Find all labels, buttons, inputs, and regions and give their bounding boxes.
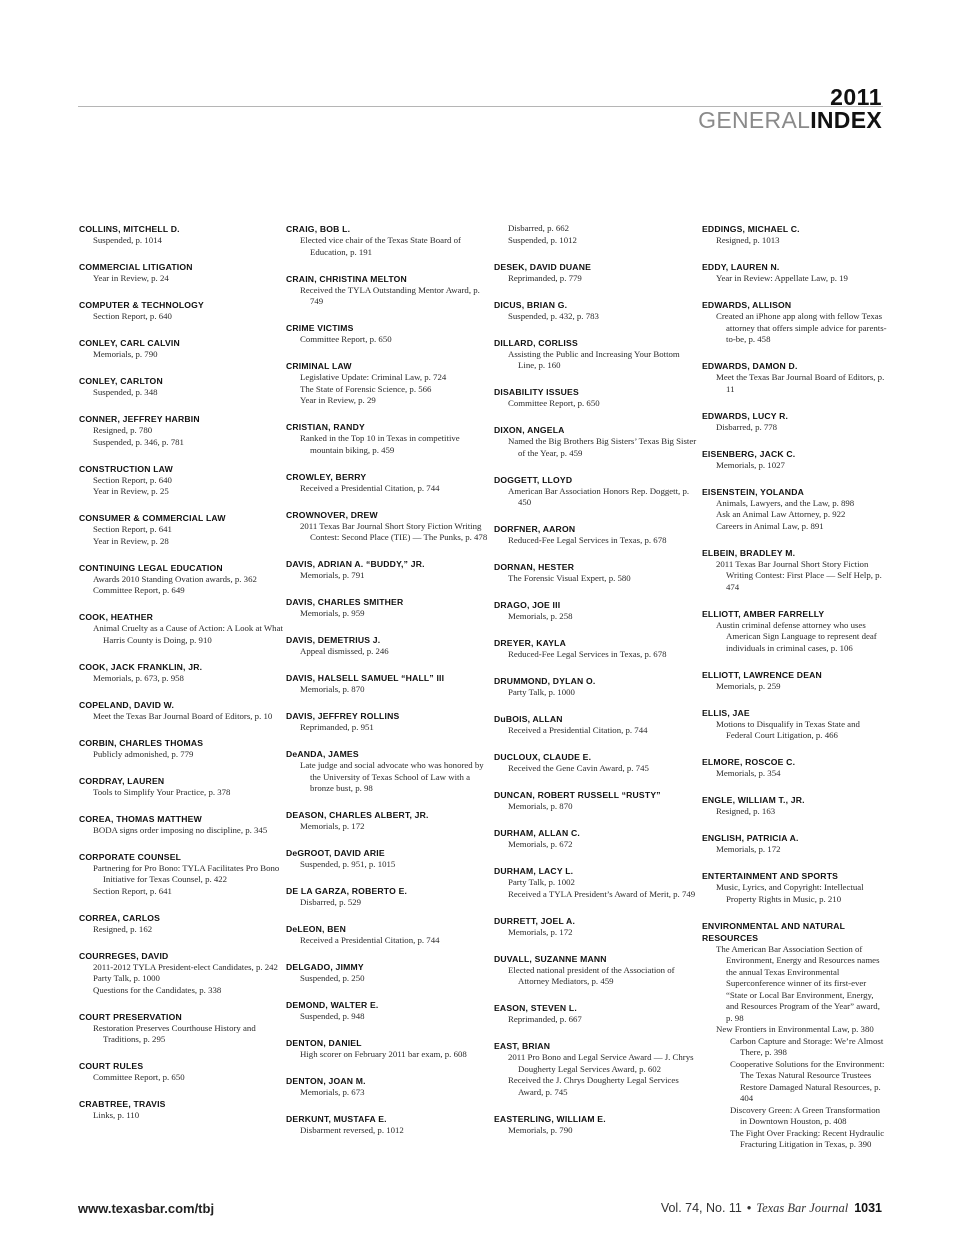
index-entry <box>286 322 491 346</box>
entry-heading: DENTON, DANIEL <box>286 1038 362 1048</box>
entry-reference: Year in Review, p. 29 <box>300 395 376 405</box>
entry-reference: Year in Review, p. 24 <box>93 273 169 283</box>
entry-heading: DEMOND, WALTER E. <box>286 1000 379 1010</box>
entry-heading: COURT RULES <box>79 1061 144 1071</box>
entry-heading: ENVIRONMENTAL AND NATURAL RESOURCES <box>702 920 845 943</box>
index-entry <box>286 999 491 1023</box>
entry-heading: CONSTRUCTION LAW <box>79 463 173 474</box>
index-entry <box>286 273 491 308</box>
entry-heading: ENGLE, WILLIAM T., JR. <box>702 795 805 805</box>
entry-reference: Suspended, p. 250 <box>300 973 365 983</box>
index-entry <box>286 1113 491 1137</box>
entry-reference: Received a Presidential Citation, p. 744 <box>300 482 440 493</box>
entry-reference: Careers in Animal Law, p. 891 <box>716 520 824 531</box>
entry-heading: DENTON, JOAN M. <box>286 1076 366 1086</box>
entry-heading: DUCLOUX, CLAUDE E. <box>494 752 592 762</box>
entry-heading: ENTERTAINMENT AND SPORTS <box>702 871 839 881</box>
index-entry <box>702 223 887 247</box>
entry-reference: Partnering for Pro Bono: TYLA Facilitates Pro Bono Initiative for Texas Counsel, p. 422 <box>93 862 280 884</box>
entry-heading: EAST, BRIAN <box>494 1041 551 1051</box>
index-entry <box>79 1060 284 1084</box>
entry-heading: DRUMMOND, DYLAN O. <box>494 676 596 686</box>
entry-reference: Memorials, p. 790 <box>508 1124 573 1135</box>
index-entry <box>494 953 699 988</box>
index-entry <box>702 920 887 1151</box>
entry-heading: DEASON, CHARLES ALBERT, JR. <box>286 810 429 820</box>
entry-heading: ELLIOTT, LAWRENCE DEAN <box>702 669 822 680</box>
index-entry <box>494 865 699 900</box>
entry-reference: Named the Big Brothers Big Sisters’ Texas Big Sister of the Year, p. 459 <box>508 436 697 458</box>
index-entry <box>79 413 284 448</box>
index-entry <box>494 915 699 939</box>
entry-reference: Disbarred, p. 778 <box>716 421 778 432</box>
index-entry <box>79 562 284 597</box>
index-entry <box>702 707 887 742</box>
entry-reference: Reduced-Fee Legal Services in Texas, p. 678 <box>508 535 667 545</box>
entry-reference: Ask an Animal Law Attorney, p. 922 <box>716 509 846 519</box>
entry-reference: Memorials, p. 354 <box>716 768 781 778</box>
index-entry <box>702 261 887 285</box>
entry-reference: Received the Gene Cavin Award, p. 745 <box>508 763 649 773</box>
index-title-general: GENERAL <box>698 107 811 133</box>
index-entry <box>286 961 491 985</box>
entry-reference: Memorials, p. 172 <box>716 844 781 854</box>
entry-heading: DAVIS, ADRIAN A. “BUDDY,” JR. <box>286 559 425 569</box>
entry-heading: CRISTIAN, RANDY <box>286 422 365 432</box>
entry-reference: Received the J. Chrys Dougherty Legal Services Award, p. 745 <box>508 1075 679 1097</box>
index-entry <box>79 1011 284 1046</box>
entry-sub-reference: Carbon Capture and Storage: We’re Almost There, p. 398 <box>730 1035 884 1057</box>
index-entry <box>79 737 284 761</box>
index-entry <box>286 509 491 544</box>
entry-heading: DILLARD, CORLISS <box>494 337 578 348</box>
entry-heading: DICUS, BRIAN G. <box>494 299 568 310</box>
index-entry <box>79 1098 284 1122</box>
entry-reference: Suspended, p. 348 <box>93 387 158 397</box>
entry-reference: 2011 Texas Bar Journal Short Story Fiction Writing Contest: First Place — Self Help, p. 474 <box>716 558 882 592</box>
entry-reference: 2011-2012 TYLA President-elect Candidates, p. 242 <box>93 961 278 972</box>
entry-heading: DUNCAN, ROBERT RUSSELL “RUSTY” <box>494 790 661 800</box>
index-entry <box>286 1037 491 1061</box>
entry-heading: CORREA, CARLOS <box>79 912 161 923</box>
index-entry <box>702 410 887 434</box>
entry-reference: Elected national president of the Association of Attorney Mediators, p. 459 <box>508 964 675 986</box>
index-entry <box>702 870 887 905</box>
entry-reference: Questions for the Candidates, p. 338 <box>93 984 222 995</box>
index-entry <box>494 1002 699 1026</box>
index-entry <box>286 809 491 833</box>
index-entry <box>702 547 887 594</box>
entry-heading: DAVIS, DEMETRIUS J. <box>286 635 381 645</box>
page-footer <box>78 1201 882 1219</box>
entry-reference: Received the TYLA Outstanding Mentor Award, p. 749 <box>300 284 480 306</box>
index-entry <box>286 710 491 734</box>
footer-citation <box>661 1201 882 1216</box>
entry-reference: Committee Report, p. 650 <box>300 334 392 344</box>
index-entry <box>494 827 699 851</box>
entry-reference: Memorials, p. 870 <box>300 684 365 694</box>
index-entry <box>494 424 699 459</box>
index-entry <box>494 675 699 699</box>
entry-heading: CRAIN, CHRISTINA MELTON <box>286 273 407 284</box>
entry-reference: Party Talk, p. 1002 <box>508 877 575 887</box>
index-entry <box>494 751 699 775</box>
entry-heading: DORFNER, AARON <box>494 524 576 534</box>
index-entry <box>702 669 887 693</box>
entry-heading: DuBOIS, ALLAN <box>494 714 563 724</box>
index-entry <box>494 386 699 410</box>
entry-reference: Received a Presidential Citation, p. 744 <box>300 935 440 945</box>
entry-heading: DURHAM, LACY L. <box>494 866 574 876</box>
entry-heading: COURT PRESERVATION <box>79 1011 182 1022</box>
entry-reference: Memorials, p. 172 <box>508 926 573 937</box>
entry-heading: COURREGES, DAVID <box>79 950 169 961</box>
entry-heading: EISENBERG, JACK C. <box>702 448 796 459</box>
index-entry <box>702 360 887 395</box>
entry-heading: DELGADO, JIMMY <box>286 962 364 972</box>
entry-heading: COPELAND, DAVID W. <box>79 699 175 710</box>
page-number: 1031 <box>854 1201 882 1215</box>
entry-reference: Publicly admonished, p. 779 <box>93 748 194 759</box>
entry-heading: DeANDA, JAMES <box>286 749 359 759</box>
entry-reference: Animals, Lawyers, and the Law, p. 898 <box>716 497 855 508</box>
entry-reference: Reprimanded, p. 779 <box>508 272 582 283</box>
entry-reference: Disbarment reversed, p. 1012 <box>300 1125 404 1135</box>
entry-heading: DAVIS, JEFFREY ROLLINS <box>286 711 400 721</box>
entry-reference: Reprimanded, p. 951 <box>300 722 374 732</box>
footer-bullet: • <box>746 1201 752 1215</box>
entry-reference: Elected vice chair of the Texas State Board of Education, p. 191 <box>300 235 461 257</box>
entry-reference: Memorials, p. 258 <box>508 611 573 621</box>
entry-reference: Legislative Update: Criminal Law, p. 724 <box>300 372 447 382</box>
entry-heading: EDWARDS, LUCY R. <box>702 410 789 421</box>
index-entry <box>702 756 887 780</box>
entry-heading: CONLEY, CARL CALVIN <box>79 338 180 348</box>
entry-reference: Austin criminal defense attorney who uses American Sign Language to represent deaf individuals in criminal cases, p. 106 <box>716 619 877 653</box>
index-entry <box>79 463 284 498</box>
entry-reference: 2011 Pro Bono and Legal Service Award — J. Chrys Dougherty Legal Services Award, p. 602 <box>508 1052 694 1074</box>
entry-reference: The Forensic Visual Expert, p. 580 <box>508 573 631 583</box>
entry-reference: Resigned, p. 162 <box>93 923 153 934</box>
entry-reference: Year in Review: Appellate Law, p. 19 <box>716 273 848 283</box>
entry-reference: Committee Report, p. 649 <box>93 585 185 595</box>
index-entry <box>494 337 699 372</box>
index-entry <box>79 375 284 399</box>
entry-heading: DUVALL, SUZANNE MANN <box>494 953 607 964</box>
entry-reference: BODA signs order imposing no discipline, p. 345 <box>93 824 268 835</box>
entry-reference: Links, p. 110 <box>93 1110 140 1120</box>
index-entry <box>79 775 284 799</box>
entry-reference: Year in Review, p. 25 <box>93 486 169 496</box>
index-entry <box>494 261 699 285</box>
entry-reference: Music, Lyrics, and Copyright: Intellectual Property Rights in Music, p. 210 <box>716 882 864 904</box>
entry-reference: Disbarred, p. 529 <box>300 897 362 907</box>
entry-heading: EDDINGS, MICHAEL C. <box>702 224 800 234</box>
entry-reference: Resigned, p. 780 <box>93 425 153 435</box>
entry-heading: CROWLEY, BERRY <box>286 471 367 482</box>
index-entry <box>494 561 699 585</box>
index-entry <box>286 748 491 795</box>
index-title-index: INDEX <box>810 107 882 133</box>
index-column-4 <box>702 223 887 1165</box>
index-entry <box>286 672 491 696</box>
entry-heading: COREA, THOMAS MATTHEW <box>79 813 202 824</box>
entry-heading: CROWNOVER, DREW <box>286 509 378 520</box>
index-entry <box>494 1113 699 1137</box>
entry-reference: Memorials, p. 959 <box>300 608 365 618</box>
entry-reference: Restoration Preserves Courthouse History and Traditions, p. 295 <box>93 1022 256 1044</box>
entry-reference: High scorer on February 2011 bar exam, p. 608 <box>300 1049 467 1059</box>
entry-reference: Memorials, p. 673, p. 958 <box>93 672 184 683</box>
index-title <box>698 106 882 134</box>
entry-heading: DERKUNT, MUSTAFA E. <box>286 1114 387 1124</box>
entry-reference: Created an iPhone app along with fellow Texas attorney that offers simple advice for parents-to-be, p. 458 <box>716 311 887 344</box>
entry-reference: Resigned, p. 1013 <box>716 235 780 245</box>
index-entry <box>494 474 699 509</box>
entry-heading: CRABTREE, TRAVIS <box>79 1099 166 1109</box>
entry-reference: Disbarred, p. 662 <box>508 223 570 233</box>
entry-sub-reference: The Fight Over Fracking: Recent Hydraulic Fracturing Litigation in Texas, p. 390 <box>730 1127 885 1149</box>
entry-sub-reference: Cooperative Solutions for the Environment: The Texas Natural Resource Trustees Restore Damaged Natural Resources, p. 404 <box>730 1058 885 1103</box>
entry-reference: Year in Review, p. 28 <box>93 535 169 546</box>
entry-heading: ENGLISH, PATRICIA A. <box>702 833 799 843</box>
entry-heading: EASTERLING, WILLIAM E. <box>494 1113 606 1124</box>
entry-heading: DISABILITY ISSUES <box>494 387 579 397</box>
index-entry <box>702 448 887 472</box>
entry-heading: COMPUTER & TECHNOLOGY <box>79 300 204 310</box>
index-entry <box>79 611 284 646</box>
entry-reference: Reduced-Fee Legal Services in Texas, p. 678 <box>508 649 667 659</box>
entry-heading: DIXON, ANGELA <box>494 425 565 435</box>
index-entry <box>494 523 699 547</box>
entry-reference: Suspended, p. 948 <box>300 1011 365 1021</box>
entry-reference: Reprimanded, p. 667 <box>508 1014 582 1024</box>
index-entry <box>286 471 491 495</box>
entry-reference: Assisting the Public and Increasing Your Bottom Line, p. 160 <box>508 348 680 370</box>
entry-reference: Received a Presidential Citation, p. 744 <box>508 725 648 735</box>
entry-heading: COMMERCIAL LITIGATION <box>79 262 193 272</box>
entry-reference: Suspended, p. 432, p. 783 <box>508 310 599 321</box>
footer-journal: Texas Bar Journal <box>756 1201 849 1215</box>
index-entry <box>286 596 491 620</box>
index-entry <box>702 794 887 818</box>
entry-reference: Section Report, p. 641 <box>93 524 172 534</box>
entry-heading: DeLEON, BEN <box>286 924 346 934</box>
entry-reference: Committee Report, p. 650 <box>508 398 600 408</box>
entry-heading: ELMORE, ROSCOE C. <box>702 757 796 767</box>
entry-reference: Motions to Disqualify in Texas State and Federal Court Litigation, p. 466 <box>716 718 860 740</box>
entry-heading: COOK, JACK FRANKLIN, JR. <box>79 661 203 672</box>
index-entry <box>79 299 284 323</box>
entry-heading: DESEK, DAVID DUANE <box>494 261 592 272</box>
index-entry <box>702 608 887 655</box>
index-entry <box>286 223 491 258</box>
entry-reference: Resigned, p. 163 <box>716 806 776 816</box>
entry-heading: CRIMINAL LAW <box>286 361 352 371</box>
index-entry <box>494 299 699 323</box>
entry-reference: Section Report, p. 640 <box>93 474 172 485</box>
entry-heading: DAVIS, HALSELL SAMUEL “HALL” III <box>286 673 445 683</box>
entry-reference: American Bar Association Honors Rep. Doggett, p. 450 <box>508 485 690 507</box>
entry-heading: CONLEY, CARLTON <box>79 376 163 386</box>
entry-heading: DURRETT, JOEL A. <box>494 915 576 926</box>
footer-url[interactable]: www.texasbar.com/tbj <box>78 1201 215 1216</box>
index-column-1 <box>79 223 284 1136</box>
entry-reference: Tools to Simplify Your Practice, p. 378 <box>93 786 231 797</box>
entry-reference: Late judge and social advocate who was honored by the University of Texas School of Law with a bronze bust, p. 98 <box>300 760 484 793</box>
entry-heading: COOK, HEATHER <box>79 612 154 622</box>
entry-heading: DE LA GARZA, ROBERTO E. <box>286 886 408 896</box>
index-entry <box>286 885 491 909</box>
index-entry <box>79 851 284 898</box>
entry-heading: DOGGETT, LLOYD <box>494 474 573 485</box>
entry-heading: EDWARDS, ALLISON <box>702 300 792 310</box>
index-column-3 <box>494 223 699 1151</box>
entry-reference: Committee Report, p. 650 <box>93 1072 185 1082</box>
entry-heading: CORPORATE COUNSEL <box>79 851 182 862</box>
index-entry <box>286 847 491 871</box>
entry-heading: CRIME VICTIMS <box>286 323 354 333</box>
index-entry <box>286 558 491 582</box>
entry-reference: 2011 Texas Bar Journal Short Story Fiction Writing Contest: Second Place (TIE) — The Punks, p. 478 <box>300 520 488 542</box>
index-entry <box>494 1040 699 1098</box>
entry-reference: Suspended, p. 346, p. 781 <box>93 436 184 447</box>
entry-reference: New Frontiers in Environmental Law, p. 380 <box>716 1024 874 1034</box>
index-entry <box>286 634 491 658</box>
entry-heading: CORBIN, CHARLES THOMAS <box>79 737 204 748</box>
index-entry <box>79 950 284 997</box>
entry-heading: DREYER, KAYLA <box>494 638 566 648</box>
index-entry <box>494 637 699 661</box>
entry-reference: Meet the Texas Bar Journal Board of Editors, p. 11 <box>716 372 885 394</box>
index-entry <box>79 813 284 837</box>
entry-reference: Animal Cruelty as a Cause of Action: A Look at What Harris County is Doing, p. 910 <box>93 623 283 645</box>
entry-heading: CONSUMER & COMMERCIAL LAW <box>79 513 226 523</box>
entry-reference: Awards 2010 Standing Ovation awards, p. 362 <box>93 573 257 584</box>
entry-reference: Memorials, p. 672 <box>508 839 573 849</box>
entry-heading: DRAGO, JOE III <box>494 600 561 610</box>
index-entry <box>79 912 284 936</box>
entry-reference: Meet the Texas Bar Journal Board of Editors, p. 10 <box>93 710 273 721</box>
index-entry <box>494 789 699 813</box>
entry-reference: The American Bar Association Section of Environment, Energy and Resources names the annual Texas Environmental Superconference winner of its first-ever “State or Local Bar Environment, Energy, and Resources Program of the Year” award, p. 98 <box>716 943 880 1023</box>
entry-heading: CRAIG, BOB L. <box>286 224 351 234</box>
footer-volume: Vol. 74, No. 11 <box>660 1201 742 1215</box>
entry-heading: CONTINUING LEGAL EDUCATION <box>79 562 223 573</box>
entry-reference: Party Talk, p. 1000 <box>508 687 575 697</box>
entry-reference: Memorials, p. 790 <box>93 349 158 359</box>
index-entry <box>79 512 284 547</box>
entry-heading: COLLINS, MITCHELL D. <box>79 224 180 234</box>
entry-reference: Memorials, p. 791 <box>300 570 365 580</box>
entry-sub-reference: Discovery Green: A Green Transformation in Downtown Houston, p. 408 <box>730 1104 881 1126</box>
index-entry <box>79 661 284 685</box>
entry-reference: Suspended, p. 1014 <box>93 235 162 245</box>
index-entry <box>79 337 284 361</box>
entry-reference: Appeal dismissed, p. 246 <box>300 646 389 656</box>
entry-heading: DURHAM, ALLAN C. <box>494 828 580 838</box>
entry-heading: DORNAN, HESTER <box>494 562 575 572</box>
entry-reference: Ranked in the Top 10 in Texas in competitive mountain biking, p. 459 <box>300 433 460 455</box>
entry-reference: Memorials, p. 172 <box>300 821 365 831</box>
entry-reference: Party Talk, p. 1000 <box>93 973 160 983</box>
entry-heading: EISENSTEIN, YOLANDA <box>702 486 805 497</box>
entry-reference: Received a TYLA President’s Award of Merit, p. 749 <box>508 888 696 899</box>
index-entry <box>494 223 699 246</box>
index-entry <box>702 486 887 533</box>
entry-heading: ELLIS, JAE <box>702 707 750 718</box>
entry-reference: The State of Forensic Science, p. 566 <box>300 383 432 394</box>
index-entry <box>286 1075 491 1099</box>
entry-heading: EDDY, LAUREN N. <box>702 262 780 272</box>
entry-heading: DeGROOT, DAVID ARIE <box>286 848 385 858</box>
year-heading: 2011 <box>830 84 882 110</box>
index-entry <box>79 699 284 723</box>
entry-reference: Suspended, p. 951, p. 1015 <box>300 859 396 869</box>
index-entry <box>286 360 491 407</box>
entry-heading: CONNER, JEFFREY HARBIN <box>79 414 200 424</box>
entry-heading: EDWARDS, DAMON D. <box>702 361 798 371</box>
index-entry <box>494 713 699 737</box>
entry-reference: Section Report, p. 641 <box>93 885 172 896</box>
entry-reference: Suspended, p. 1012 <box>508 234 577 245</box>
entry-reference: Memorials, p. 1027 <box>716 459 785 470</box>
index-entry <box>79 223 284 247</box>
entry-heading: ELLIOTT, AMBER FARRELLY <box>702 608 825 619</box>
entry-heading: ELBEIN, BRADLEY M. <box>702 547 796 558</box>
entry-heading: DAVIS, CHARLES SMITHER <box>286 597 404 607</box>
entry-heading: EASON, STEVEN L. <box>494 1003 577 1013</box>
index-entry <box>494 599 699 623</box>
index-column-2 <box>286 223 491 1151</box>
entry-reference: Memorials, p. 673 <box>300 1087 365 1097</box>
entry-reference: Memorials, p. 870 <box>508 801 573 811</box>
index-entry <box>702 299 887 346</box>
entry-heading: CORDRAY, LAUREN <box>79 775 165 786</box>
entry-reference: Memorials, p. 259 <box>716 680 781 691</box>
entry-reference: Section Report, p. 640 <box>93 311 172 321</box>
index-entry <box>702 832 887 856</box>
index-entry <box>79 261 284 285</box>
index-entry <box>286 923 491 947</box>
index-entry <box>286 421 491 456</box>
